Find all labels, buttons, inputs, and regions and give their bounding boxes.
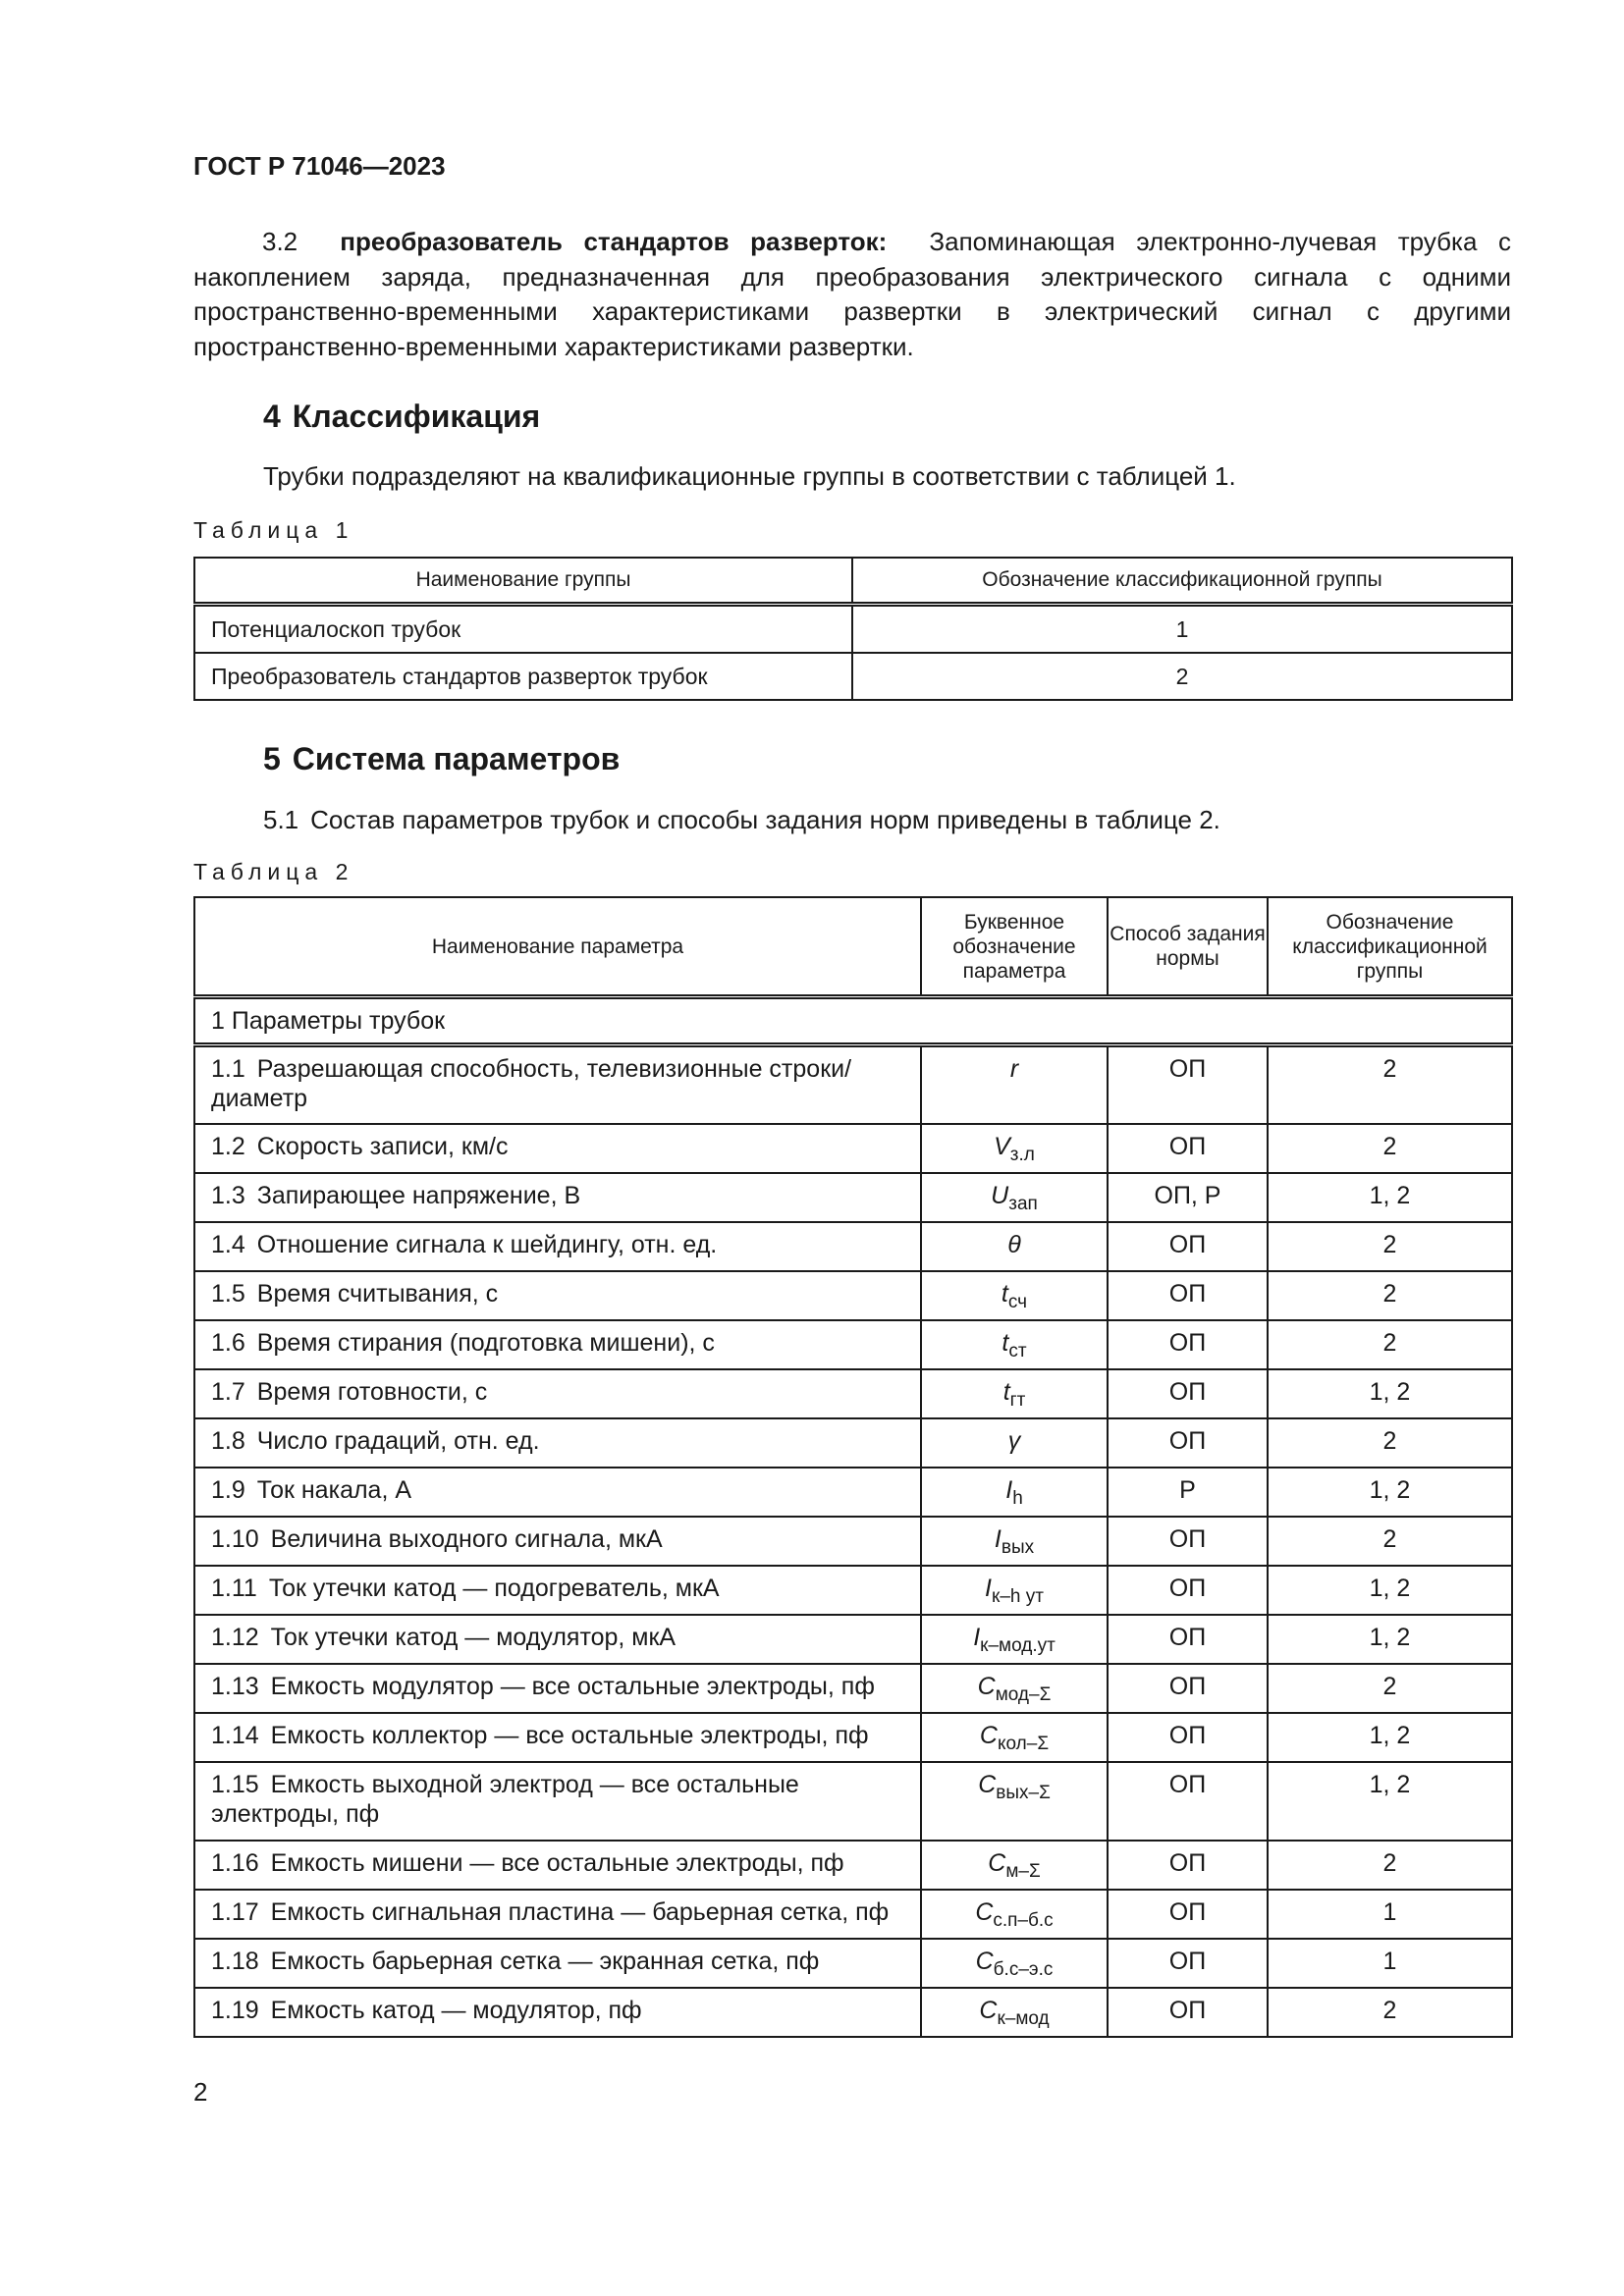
parameter-name: Запирающее напряжение, В	[256, 1181, 581, 1209]
header-cell-method: Способ задания нормы	[1108, 897, 1268, 997]
parameter-name-cell	[194, 1566, 921, 1615]
group-code-cell: 1, 2	[1268, 1468, 1512, 1517]
parameter-symbol-cell	[921, 1988, 1108, 2037]
parameter-symbol-cell	[921, 1566, 1108, 1615]
symbol-subscript: h	[1012, 1487, 1023, 1509]
symbol-subscript: вых–Σ	[996, 1782, 1051, 1803]
symbol-letter: C	[975, 1947, 994, 1975]
norm-method-cell: ОП	[1108, 1988, 1268, 2037]
section-5-heading	[263, 741, 620, 777]
parameter-number: 1.2	[211, 1132, 245, 1160]
norm-method-cell: ОП	[1108, 1124, 1268, 1173]
parameter-name-cell	[194, 1517, 921, 1566]
table-row	[194, 1939, 1512, 1988]
table-2-caption: Таблица 2	[193, 859, 354, 884]
norm-method-cell: ОП	[1108, 1418, 1268, 1468]
parameter-name: Ток утечки катод — подогреватель, мкА	[268, 1574, 720, 1602]
header-cell-parameter-name: Наименование параметра	[194, 897, 921, 997]
parameter-symbol-cell	[921, 1762, 1108, 1841]
section-row	[194, 997, 1512, 1045]
group-code-cell: 2	[1268, 1841, 1512, 1890]
table-row	[194, 1320, 1512, 1369]
symbol-letter: θ	[1007, 1230, 1021, 1258]
parameter-number: 1.5	[211, 1279, 245, 1308]
norm-method-cell: Р	[1108, 1468, 1268, 1517]
header-cell-group-name: Наименование группы	[194, 558, 852, 605]
parameter-symbol-cell	[921, 1841, 1108, 1890]
symbol-subscript: мод–Σ	[995, 1683, 1052, 1705]
group-code-cell: 1	[1268, 1939, 1512, 1988]
symbol-letter: t	[1001, 1328, 1009, 1357]
symbol-subscript: к–мод	[997, 2007, 1050, 2029]
symbol-letter: C	[975, 1897, 994, 1926]
parameter-name-cell	[194, 1713, 921, 1762]
table-row	[194, 1045, 1512, 1124]
parameter-name-cell	[194, 1271, 921, 1320]
parameter-name: Время стирания (подготовка мишени), с	[256, 1328, 715, 1357]
parameter-name-cell	[194, 1615, 921, 1664]
norm-method-cell: ОП	[1108, 1320, 1268, 1369]
parameter-name-cell	[194, 1418, 921, 1468]
norm-method-cell: ОП	[1108, 1890, 1268, 1939]
parameter-name-cell	[194, 1173, 921, 1222]
group-code-cell: 1	[852, 605, 1512, 654]
symbol-subscript: кол–Σ	[997, 1733, 1050, 1754]
symbol-subscript: к–h ут	[992, 1585, 1044, 1607]
group-code-cell: 1, 2	[1268, 1173, 1512, 1222]
table-row	[194, 1222, 1512, 1271]
norm-method-cell: ОП	[1108, 1615, 1268, 1664]
parameter-name-cell	[194, 1124, 921, 1173]
symbol-subscript: м–Σ	[1005, 1860, 1041, 1882]
parameter-symbol-cell	[921, 1713, 1108, 1762]
group-code-cell: 2	[852, 653, 1512, 700]
parameter-number: 1.13	[211, 1672, 259, 1700]
symbol-letter: U	[991, 1181, 1009, 1209]
section-5-text	[263, 805, 1220, 835]
clause-definition: Запоминающая электронно-лучевая трубка с накоплением заряда, предназначенная для преобразования электрического сигнала с одними пространственно-временными характеристиками развертки в электрический сигнал с другими пространственно-временными характеристиками развертки.	[193, 227, 1511, 361]
group-code-cell: 1, 2	[1268, 1762, 1512, 1841]
table-row	[194, 1841, 1512, 1890]
parameter-name: Емкость барьерная сетка — экранная сетка, пф	[270, 1947, 820, 1975]
parameter-name: Емкость катод — модулятор, пф	[270, 1996, 642, 2024]
table-row	[194, 605, 1512, 654]
section-number: 5	[263, 741, 281, 776]
group-code-cell: 2	[1268, 1664, 1512, 1713]
group-code-cell: 1, 2	[1268, 1615, 1512, 1664]
norm-method-cell: ОП	[1108, 1713, 1268, 1762]
table-row	[194, 1566, 1512, 1615]
page-number: 2	[193, 2077, 208, 2107]
clause-number: 3.2	[262, 227, 298, 256]
parameter-name: Скорость записи, км/с	[256, 1132, 509, 1160]
classification-table	[193, 557, 1513, 701]
parameter-name-cell	[194, 1320, 921, 1369]
parameter-number: 1.14	[211, 1721, 259, 1749]
table-row	[194, 1124, 1512, 1173]
parameter-name: Число градаций, отн. ед.	[256, 1426, 540, 1455]
norm-method-cell: ОП, Р	[1108, 1173, 1268, 1222]
symbol-letter: I	[973, 1623, 981, 1651]
parameter-name-cell	[194, 1468, 921, 1517]
parameter-number: 1.19	[211, 1996, 259, 2024]
parameter-number: 1.8	[211, 1426, 245, 1455]
parameter-number: 1.11	[211, 1574, 257, 1602]
parameter-name-cell	[194, 1762, 921, 1841]
norm-method-cell: ОП	[1108, 1271, 1268, 1320]
parameter-name-cell	[194, 1369, 921, 1418]
section-number: 4	[263, 399, 281, 434]
norm-method-cell: ОП	[1108, 1222, 1268, 1271]
symbol-subscript: ст	[1008, 1340, 1027, 1362]
symbol-subscript: с.п–б.с	[993, 1909, 1054, 1931]
parameter-number: 1.16	[211, 1848, 259, 1877]
symbol-subscript: б.с–э.с	[993, 1958, 1054, 1980]
symbol-subscript: з.л	[1009, 1144, 1035, 1165]
table-row	[194, 1713, 1512, 1762]
symbol-letter: C	[988, 1848, 1006, 1877]
parameter-symbol-cell	[921, 1664, 1108, 1713]
group-code-cell: 2	[1268, 1222, 1512, 1271]
table-row	[194, 1173, 1512, 1222]
table-row	[194, 1615, 1512, 1664]
symbol-letter: C	[979, 1721, 998, 1749]
parameter-name: Емкость сигнальная пластина — барьерная сетка, пф	[270, 1897, 890, 1926]
parameter-number: 1.6	[211, 1328, 245, 1357]
group-code-cell: 1	[1268, 1890, 1512, 1939]
section-title: Система параметров	[292, 741, 621, 776]
group-code-cell: 2	[1268, 1517, 1512, 1566]
symbol-subscript: вых	[1001, 1536, 1035, 1558]
parameter-name: Время готовности, с	[256, 1377, 488, 1406]
norm-method-cell: ОП	[1108, 1939, 1268, 1988]
parameter-name-cell	[194, 1890, 921, 1939]
parameter-number: 1.7	[211, 1377, 245, 1406]
section-4-heading	[263, 399, 540, 435]
table-row	[194, 1517, 1512, 1566]
parameter-name: Емкость мишени — все остальные электроды, пф	[270, 1848, 844, 1877]
parameter-name: Емкость модулятор — все остальные электроды, пф	[270, 1672, 875, 1700]
group-name-cell: Потенциалоскоп трубок	[194, 605, 852, 654]
group-code-cell: 1, 2	[1268, 1566, 1512, 1615]
parameter-name-cell	[194, 1664, 921, 1713]
norm-method-cell: ОП	[1108, 1762, 1268, 1841]
parameter-symbol-cell	[921, 1615, 1108, 1664]
parameter-name-cell	[194, 1939, 921, 1988]
symbol-letter: I	[994, 1524, 1001, 1553]
parameter-name-cell	[194, 1841, 921, 1890]
symbol-letter: I	[985, 1574, 992, 1602]
parameter-symbol-cell	[921, 1517, 1108, 1566]
table-row	[194, 1988, 1512, 2037]
table-row	[194, 1664, 1512, 1713]
parameter-symbol-cell	[921, 1468, 1108, 1517]
parameter-symbol-cell	[921, 1222, 1108, 1271]
section-title: Классификация	[292, 399, 541, 434]
header-cell-group: Обозначение классификационной группы	[1268, 897, 1512, 997]
parameter-symbol-cell	[921, 1939, 1108, 1988]
table-row	[194, 1418, 1512, 1468]
norm-method-cell: ОП	[1108, 1841, 1268, 1890]
group-code-cell: 2	[1268, 1045, 1512, 1124]
clause-3-2	[193, 225, 1511, 364]
parameter-name-cell	[194, 1988, 921, 2037]
symbol-letter: C	[978, 1770, 997, 1798]
group-code-cell: 2	[1268, 1271, 1512, 1320]
norm-method-cell: ОП	[1108, 1664, 1268, 1713]
parameters-table	[193, 896, 1513, 2038]
parameter-number: 1.3	[211, 1181, 245, 1209]
parameter-symbol-cell	[921, 1369, 1108, 1418]
norm-method-cell: ОП	[1108, 1517, 1268, 1566]
header-cell-group-code: Обозначение классификационной группы	[852, 558, 1512, 605]
parameter-number: 1.4	[211, 1230, 245, 1258]
parameter-number: 1.1	[211, 1055, 245, 1083]
symbol-subscript: зап	[1008, 1193, 1038, 1214]
parameter-name: Время считывания, с	[256, 1279, 499, 1308]
group-code-cell: 2	[1268, 1418, 1512, 1468]
clause-text: Состав параметров трубок и способы задания норм приведены в таблице 2.	[310, 805, 1220, 834]
parameter-name-cell	[194, 1045, 921, 1124]
symbol-letter: γ	[1007, 1426, 1021, 1455]
parameter-name: Емкость коллектор — все остальные электроды, пф	[270, 1721, 869, 1749]
symbol-letter: t	[1002, 1377, 1010, 1406]
table-1-caption: Таблица 1	[193, 517, 354, 543]
clause-number: 5.1	[263, 805, 299, 834]
symbol-subscript: сч	[1007, 1291, 1028, 1312]
parameter-name: Ток утечки катод — модулятор, мкА	[270, 1623, 677, 1651]
section-row-label: 1 Параметры трубок	[194, 997, 1512, 1045]
table-row	[194, 1762, 1512, 1841]
parameter-symbol-cell	[921, 1271, 1108, 1320]
section-4-text: Трубки подразделяют на квалификационные группы в соответствии с таблицей 1.	[263, 461, 1236, 491]
symbol-subscript: гт	[1009, 1389, 1026, 1411]
parameter-name-cell	[194, 1222, 921, 1271]
parameter-name: Разрешающая способность, телевизионные строки/диаметр	[211, 1055, 852, 1112]
parameter-symbol-cell	[921, 1045, 1108, 1124]
parameter-symbol-cell	[921, 1124, 1108, 1173]
parameter-number: 1.17	[211, 1897, 259, 1926]
table-header-row	[194, 558, 1512, 605]
table-row	[194, 1271, 1512, 1320]
symbol-subscript: к–мод.ут	[980, 1634, 1056, 1656]
group-code-cell: 1, 2	[1268, 1713, 1512, 1762]
parameter-number: 1.18	[211, 1947, 259, 1975]
table-row	[194, 1890, 1512, 1939]
parameter-name: Емкость выходной электрод — все остальные электроды, пф	[211, 1770, 799, 1828]
norm-method-cell: ОП	[1108, 1369, 1268, 1418]
table-row	[194, 1369, 1512, 1418]
parameter-number: 1.10	[211, 1524, 259, 1553]
document-id: ГОСТ Р 71046—2023	[193, 151, 446, 181]
table-row	[194, 1468, 1512, 1517]
group-code-cell: 1, 2	[1268, 1369, 1512, 1418]
parameter-symbol-cell	[921, 1418, 1108, 1468]
parameter-number: 1.15	[211, 1770, 259, 1798]
parameter-symbol-cell	[921, 1173, 1108, 1222]
group-code-cell: 2	[1268, 1320, 1512, 1369]
parameter-symbol-cell	[921, 1320, 1108, 1369]
parameter-number: 1.9	[211, 1475, 245, 1504]
group-name-cell: Преобразователь стандартов разверток трубок	[194, 653, 852, 700]
symbol-letter: C	[977, 1672, 996, 1700]
group-code-cell: 2	[1268, 1124, 1512, 1173]
symbol-letter: C	[979, 1996, 998, 2024]
group-code-cell: 2	[1268, 1988, 1512, 2037]
parameter-name: Величина выходного сигнала, мкА	[270, 1524, 663, 1553]
norm-method-cell: ОП	[1108, 1045, 1268, 1124]
table-header-row	[194, 897, 1512, 997]
parameter-name: Отношение сигнала к шейдингу, отн. ед.	[256, 1230, 718, 1258]
table-row	[194, 653, 1512, 700]
parameter-number: 1.12	[211, 1623, 259, 1651]
parameter-symbol-cell	[921, 1890, 1108, 1939]
parameter-name: Ток накала, А	[256, 1475, 412, 1504]
symbol-letter: I	[1005, 1475, 1013, 1504]
symbol-letter: V	[994, 1132, 1010, 1160]
header-cell-symbol: Буквенное обозначение параметра	[921, 897, 1108, 997]
clause-term: преобразователь стандартов разверток:	[340, 227, 888, 256]
symbol-letter: r	[1009, 1055, 1019, 1083]
symbol-letter: t	[1001, 1279, 1008, 1308]
norm-method-cell: ОП	[1108, 1566, 1268, 1615]
